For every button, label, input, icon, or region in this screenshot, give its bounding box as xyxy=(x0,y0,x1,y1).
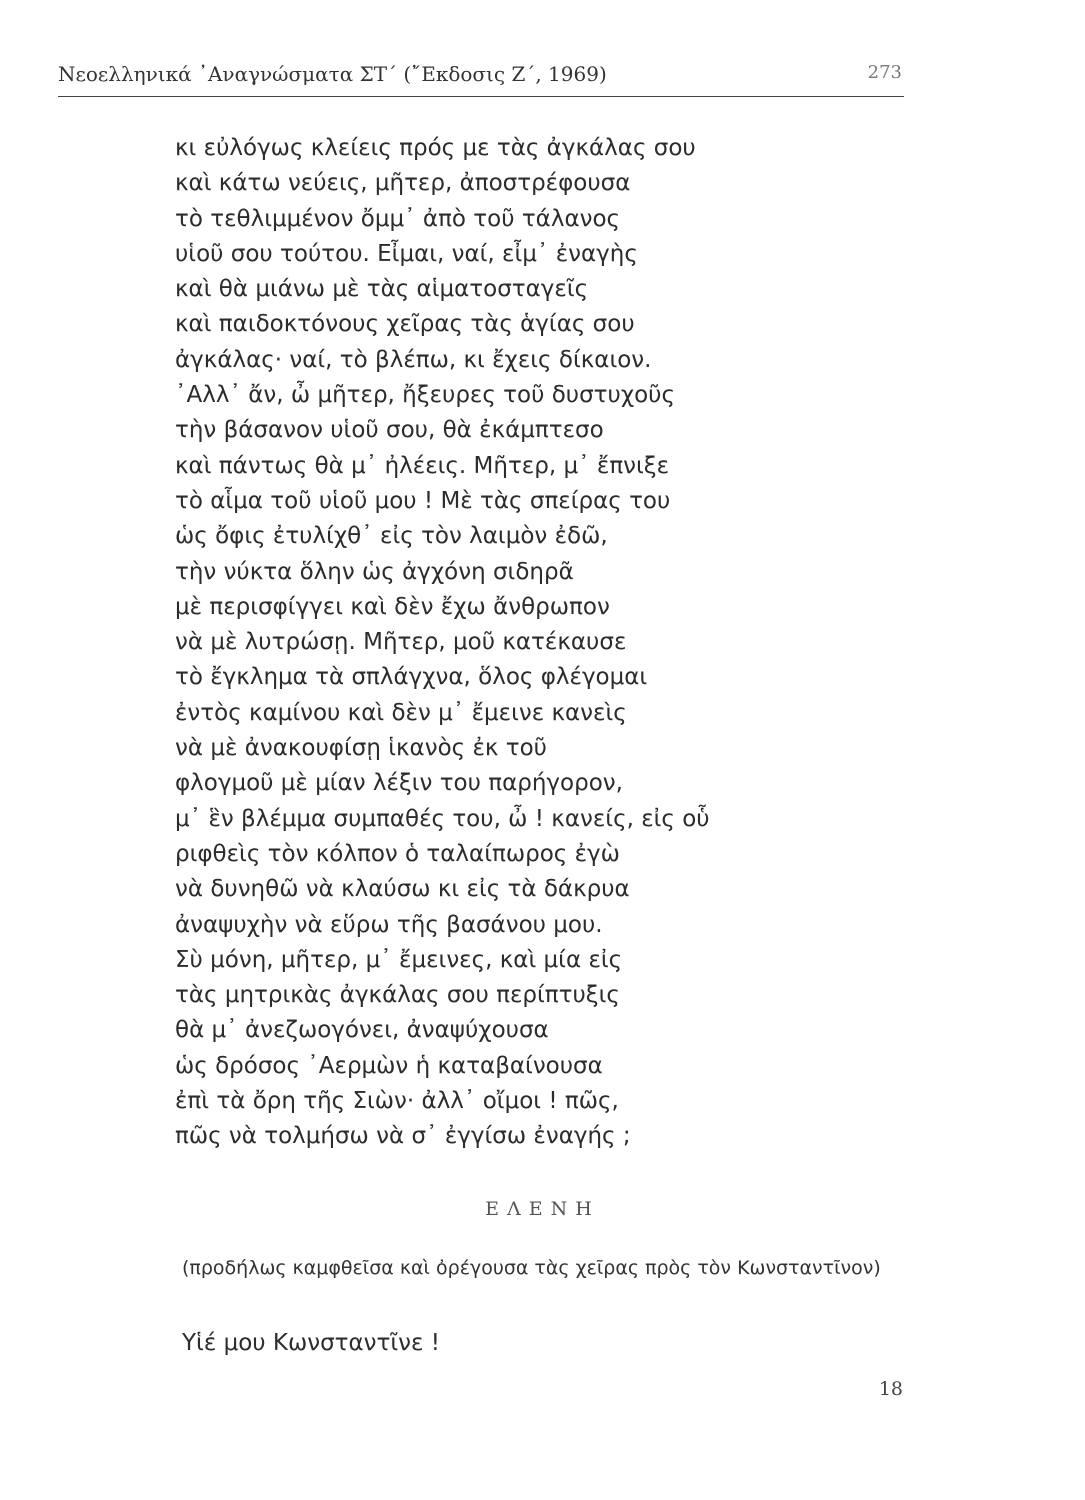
verse-line: τὴν νύκτα ὅλην ὡς ἀγχόνη σιδηρᾶ xyxy=(175,558,574,585)
verse-line: τὸ ἔγκλημα τὰ σπλάγχνα, ὅλος φλέγομαι xyxy=(175,664,648,691)
verse-line: ὡς δρόσος ᾿Αερμὼν ἡ καταβαίνουσα xyxy=(175,1052,603,1079)
speaker-name: ΕΛΕΝΗ xyxy=(485,1198,600,1220)
running-header xyxy=(58,62,904,97)
verse-line: τὰς μητρικὰς ἀγκάλας σου περίπτυξις xyxy=(175,982,620,1009)
verse-line: ριφθεὶς τὸν κόλπον ὁ ταλαίπωρος ἐγὼ xyxy=(175,840,620,867)
verse-line: τὸ τεθλιμμένον ὄμμ᾽ ἀπὸ τοῦ τάλανος xyxy=(175,205,621,232)
verse-line: κι εὐλόγως κλείεις πρός με τὰς ἀγκάλας σου xyxy=(175,135,696,161)
verse-line: νὰ δυνηθῶ νὰ κλαύσω κι εἰς τὰ δάκρυα xyxy=(175,876,630,903)
signature-mark: 18 xyxy=(878,1378,903,1400)
verse-block xyxy=(175,131,895,1155)
stage-direction: (προδήλως καμφθεῖσα καὶ ὀρέγουσα τὰς χεῖρας πρὸς τὸν Κωνσταντῖνον) xyxy=(182,1257,881,1279)
verse-line: καὶ θὰ μιάνω μὲ τὰς αἱματοσταγεῖς xyxy=(175,276,589,303)
verse-line: καὶ παιδοκτόνους χεῖρας τὰς ἁγίας σου xyxy=(175,311,635,338)
verse-line: θὰ μ᾽ ἀνεζωογόνει, ἀναψύχουσα xyxy=(175,1017,549,1044)
verse-line: ἀγκάλας· ναί, τὸ βλέπω, κι ἔχεις δίκαιον. xyxy=(175,346,652,373)
verse-line: φλογμοῦ μὲ μίαν λέξιν του παρήγορον, xyxy=(175,770,623,797)
verse-line: ἐπὶ τὰ ὄρη τῆς Σιὼν· ἀλλ᾽ οἴμοι ! πῶς, xyxy=(175,1088,619,1115)
book-title: Νεοελληνικά ᾿Αναγνώσματα ΣΤ΄ (῎Εκδοσις Ζ΄, 1969) xyxy=(58,62,607,86)
verse-line: ἀναψυχὴν νὰ εὕρω τῆς βασάνου μου. xyxy=(175,911,603,938)
verse-line: νὰ μὲ ἀνακουφίσῃ ἱκανὸς ἐκ τοῦ xyxy=(175,735,547,762)
page-number: 273 xyxy=(867,62,902,83)
verse-line: νὰ μὲ λυτρώσῃ. Μῆτερ, μοῦ κατέκαυσε xyxy=(175,629,627,656)
speaker-line: Υἱέ μου Κωνσταντῖνε ! xyxy=(182,1330,440,1356)
verse-line: μὲ περισφίγγει καὶ δὲν ἔχω ἄνθρωπον xyxy=(175,593,610,620)
verse-line: ἐντὸς καμίνου καὶ δὲν μ᾽ ἔμεινε κανεὶς xyxy=(175,699,627,726)
verse-line: ὡς ὄφις ἐτυλίχθ᾽ εἰς τὸν λαιμὸν ἐδῶ, xyxy=(175,523,608,550)
verse-line: τὴν βάσανον υἱοῦ σου, θὰ ἐκάμπτεσο xyxy=(175,417,604,444)
verse-line: τὸ αἷμα τοῦ υἱοῦ μου ! Μὲ τὰς σπείρας του xyxy=(175,487,671,514)
verse-line: μ᾽ ἓν βλέμμα συμπαθές του, ὦ ! κανείς, εἰς οὗ xyxy=(175,805,710,832)
verse-line: καὶ κάτω νεύεις, μῆτερ, ἀποστρέφουσα xyxy=(175,170,631,197)
verse-line: υἱοῦ σου τούτου. Εἶμαι, ναί, εἶμ᾽ ἐναγὴς xyxy=(175,240,638,267)
verse-line: Σὺ μόνη, μῆτερ, μ᾽ ἔμεινες, καὶ μία εἰς xyxy=(175,946,623,973)
verse-line: πῶς νὰ τολμήσω νὰ σ᾽ ἐγγίσω ἐναγής ; xyxy=(175,1123,631,1150)
verse-line: καὶ πάντως θὰ μ᾽ ἠλέεις. Μῆτερ, μ᾽ ἔπνιξε xyxy=(175,452,670,479)
verse-line: ᾿Αλλ᾽ ἄν, ὦ μῆτερ, ἤξευρες τοῦ δυστυχοῦς xyxy=(175,382,675,409)
